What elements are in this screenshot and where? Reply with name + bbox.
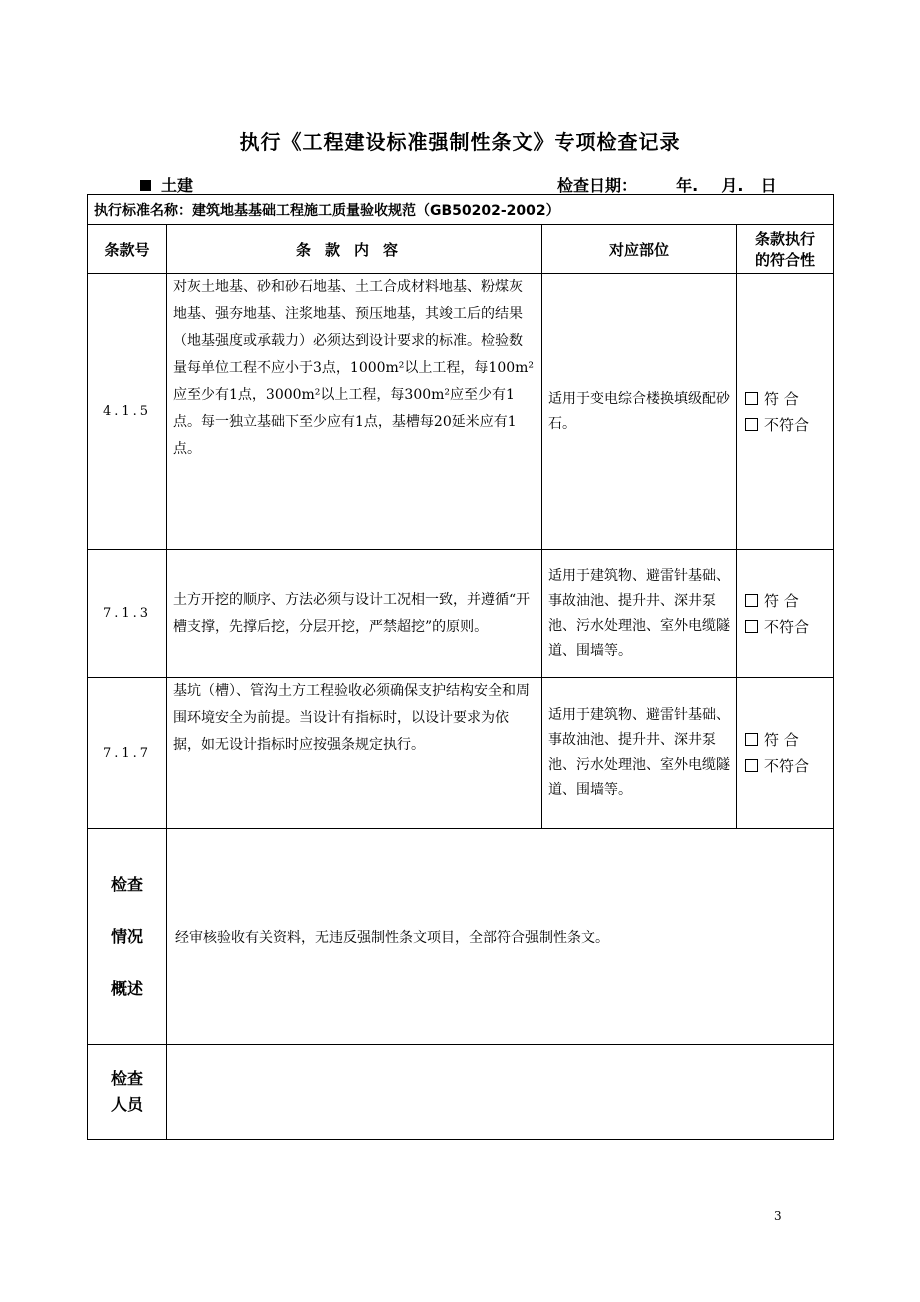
date-day: 日: [760, 176, 777, 195]
category-label: [140, 173, 193, 196]
header-compliance-line2: 的符合性: [755, 251, 816, 269]
option-compliant[interactable]: [745, 386, 833, 412]
option-noncompliant-label: 不符合: [764, 757, 810, 775]
checkbox-icon[interactable]: [745, 594, 758, 607]
header-clause-no: 条款号: [88, 225, 167, 274]
summary-label: [88, 829, 167, 1045]
clause-content: 对灰土地基、砂和砂石地基、土工合成材料地基、粉煤灰地基、强夯地基、注浆地基、预压地基，其竣工后的结果（地基强度或承载力）必须达到设计要求的标准。检验数量每单位工程不应小于3点，1000m²以上工程，每100m²应至少有1点，3000m²以上工程，每300m²应至少有1点。每一独立基础下至少应有1点，基槽每20延米应有1点。: [167, 274, 542, 550]
checkbox-icon[interactable]: [745, 620, 758, 633]
clause-location: 适用于建筑物、避雷针基础、事故油池、提升井、深井泵池、污水处理池、室外电缆隧道、围墙等。: [542, 678, 737, 829]
summary-label-line2: 情况: [110, 926, 143, 946]
page-number: 3: [774, 1209, 782, 1223]
table-row: [88, 274, 834, 550]
clause-location: 适用于变电综合楼换填级配砂石。: [542, 274, 737, 550]
inspectors-label-line2: 人员: [110, 1095, 143, 1114]
clause-location: 适用于建筑物、避雷针基础、事故油池、提升井、深井泵池、污水处理池、室外电缆隧道、围墙等。: [542, 550, 737, 678]
compliance-options: [737, 550, 834, 678]
table-row: [88, 550, 834, 678]
option-noncompliant[interactable]: [745, 753, 833, 779]
option-noncompliant[interactable]: [745, 412, 833, 438]
filled-square-icon: [140, 180, 151, 191]
page-title: 执行《工程建设标准强制性条文》专项检查记录: [239, 130, 681, 154]
checkbox-icon[interactable]: [745, 392, 758, 405]
clause-number: 7.1.7: [88, 678, 167, 829]
table-header-row: [88, 225, 834, 274]
option-compliant-label: 符 合: [764, 731, 799, 749]
header-compliance-line1: 条款执行: [755, 230, 816, 248]
clause-content: 土方开挖的顺序、方法必须与设计工况相一致，并遵循“开槽支撑，先撑后挖，分层开挖，严禁超挖”的原则。: [167, 550, 542, 678]
inspectors-label-line1: 检查: [110, 1069, 143, 1088]
option-compliant-label: 符 合: [764, 389, 799, 408]
date-year: 年.: [676, 176, 699, 195]
summary-label-line1: 检查: [110, 874, 143, 894]
clause-number: 7.1.3: [88, 550, 167, 678]
header-compliance: [737, 225, 834, 274]
summary-text: 经审核验收有关资料，无违反强制性条文项目，全部符合强制性条文。: [167, 829, 834, 1045]
option-noncompliant[interactable]: [745, 614, 833, 640]
inspection-table: [87, 194, 834, 1140]
category-text: 土建: [161, 176, 194, 195]
clause-content: 基坑（槽）、管沟土方工程验收必须确保支护结构安全和周围环境安全为前提。当设计有指标时，以设计要求为依据，如无设计指标时应按强条规定执行。: [167, 678, 542, 829]
date-month: 月.: [721, 176, 744, 195]
checkbox-icon[interactable]: [745, 733, 758, 746]
option-noncompliant-label: 不符合: [764, 617, 810, 636]
inspectors-label: [88, 1045, 167, 1140]
checkbox-icon[interactable]: [745, 759, 758, 772]
clause-number: 4.1.5: [88, 274, 167, 550]
option-compliant[interactable]: [745, 588, 833, 614]
standard-name: 执行标准名称：建筑地基基础工程施工质量验收规范（GB50202-2002）: [88, 195, 834, 225]
header-clause-content: 条款内容: [167, 225, 542, 274]
compliance-options: [737, 678, 834, 829]
table-row: [88, 678, 834, 829]
option-compliant-label: 符 合: [764, 591, 799, 610]
compliance-options: [737, 274, 834, 550]
option-compliant[interactable]: [745, 727, 833, 753]
date-label: 检查日期：: [557, 176, 638, 195]
inspection-date: [557, 173, 777, 196]
inspectors-value[interactable]: [167, 1045, 834, 1140]
header-location: 对应部位: [542, 225, 737, 274]
option-noncompliant-label: 不符合: [764, 415, 810, 434]
summary-row: [88, 829, 834, 1045]
checkbox-icon[interactable]: [745, 418, 758, 431]
summary-label-line3: 概述: [110, 978, 143, 998]
inspectors-row: [88, 1045, 834, 1140]
